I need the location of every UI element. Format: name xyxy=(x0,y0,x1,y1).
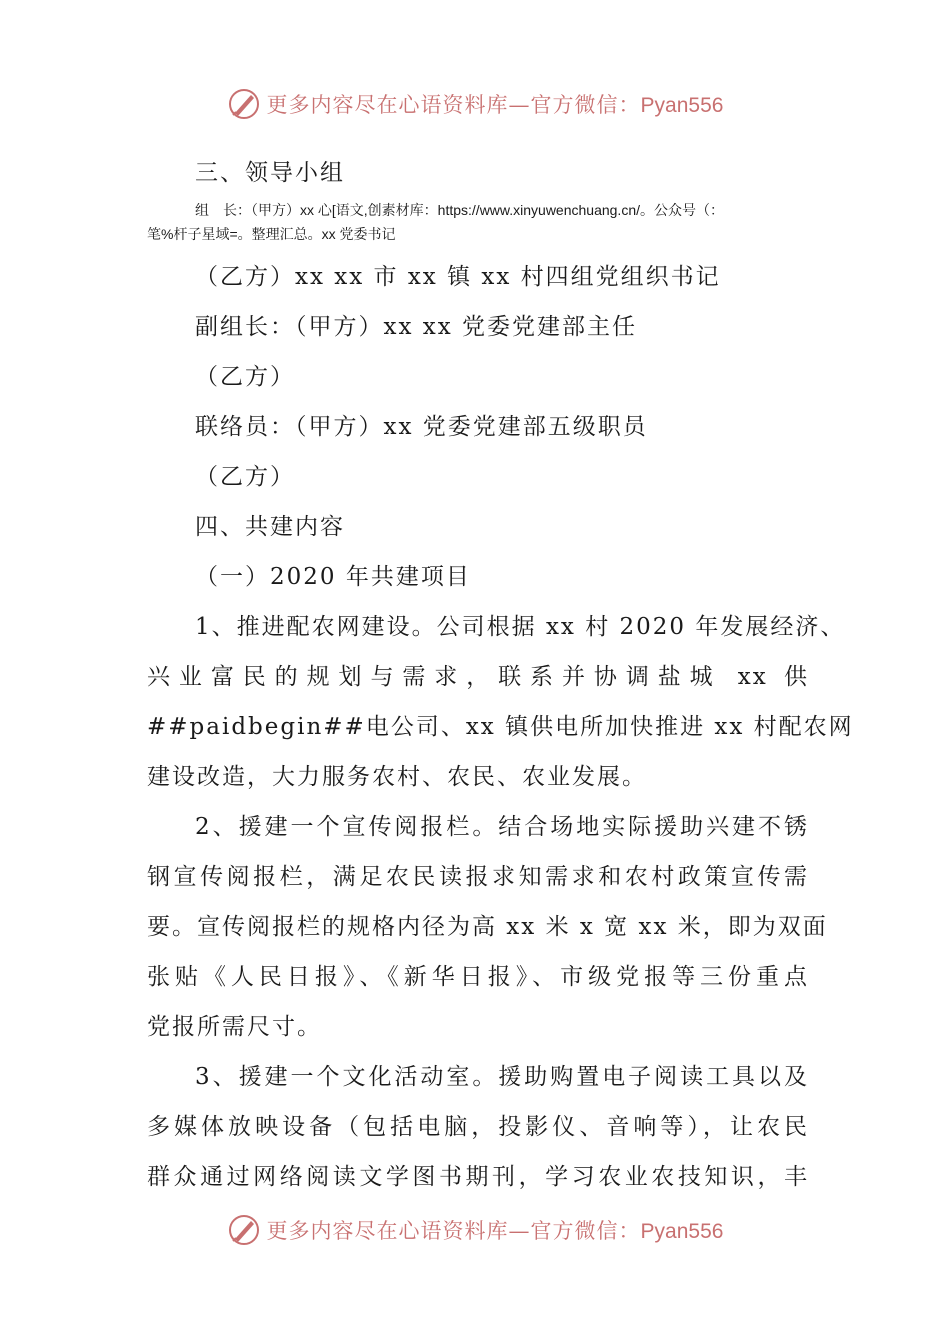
body-line: 张贴《人民日报》、《新华日报》、市级党报等三份重点 xyxy=(147,964,809,990)
watermark-banner-bottom xyxy=(0,1210,950,1250)
body-line: （乙方） xyxy=(195,364,295,390)
document-body xyxy=(147,148,854,1202)
watermark-text: 更多内容尽在心语资料库—官方微信：Pyan556 xyxy=(266,1219,724,1243)
body-line: 笔%杆子星域=。整理汇总。xx 党委书记 xyxy=(147,226,396,242)
body-line: 多媒体放映设备（包括电脑，投影仪、音响等），让农民 xyxy=(147,1114,809,1140)
body-line: 1、推进配农网建设。公司根据 xx 村 2020 年发展经济、 xyxy=(195,614,846,640)
body-line: 兴业富民的规划与需求，联系并协调盐城 xx 供 xyxy=(147,664,809,690)
group-leader-paragraph xyxy=(147,198,809,246)
body-line: 2、援建一个宣传阅报栏。结合场地实际援助兴建不锈 xyxy=(195,814,809,840)
subsection-heading: （一）2020 年共建项目 xyxy=(195,564,471,590)
section-heading: 四、共建内容 xyxy=(195,514,345,540)
body-line: 建设改造，大力服务农村、农民、农业发展。 xyxy=(147,764,647,790)
body-line: 群众通过网络阅读文学图书期刊，学习农业农技知识，丰 xyxy=(147,1164,809,1190)
body-line: 要。宣传阅报栏的规格内径为高 xx 米 x 宽 xx 米，即为双面 xyxy=(147,914,828,940)
body-line: 联络员：（甲方）xx 党委党建部五级职员 xyxy=(195,414,648,440)
watermark-banner-top xyxy=(0,84,950,124)
body-line: 党报所需尺寸。 xyxy=(147,1014,322,1040)
watermark-text: 更多内容尽在心语资料库—官方微信：Pyan556 xyxy=(266,93,724,117)
body-line: ##paidbegin##电公司、xx 镇供电所加快推进 xx 村配农网 xyxy=(147,714,854,740)
body-line: 3、援建一个文化活动室。援助购置电子阅读工具以及 xyxy=(195,1064,809,1090)
pen-logo-icon xyxy=(227,1213,261,1247)
body-line: 钢宣传阅报栏，满足农民读报求知需求和农村政策宣传需 xyxy=(147,864,809,890)
body-line: （乙方） xyxy=(195,464,295,490)
pen-logo-icon xyxy=(227,87,261,121)
body-line: 组 长：（甲方）xx 心[语文,创素材库：https://www.xinyuwenchuang.cn/。公众号（： xyxy=(195,202,724,218)
body-line: （乙方）xx xx 市 xx 镇 xx 村四组党组织书记 xyxy=(195,264,721,290)
section-heading: 三、领导小组 xyxy=(195,160,345,186)
body-line: 副组长：（甲方）xx xx 党委党建部主任 xyxy=(195,314,638,340)
